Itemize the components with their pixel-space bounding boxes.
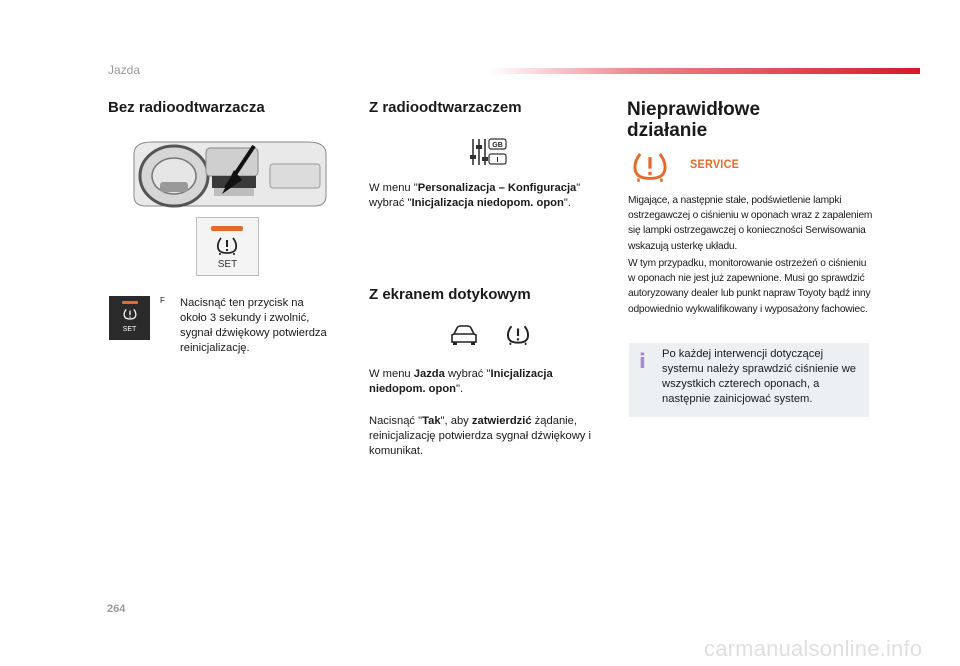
page-number: 264 (107, 603, 126, 615)
car-icon (450, 324, 478, 346)
heading-touchscreen: Z ekranem dotykowym (369, 286, 531, 303)
confirm-instruction: Nacisnąć "Tak", aby zatwierdzić żądanie, reinicjalizację potwierdza sygnał dźwiękowy i komunikat. (369, 415, 591, 457)
heading-without-radio: Bez radioodtwarzacza (108, 99, 265, 116)
dashboard-illustration (130, 136, 330, 220)
section-label: Jazda (108, 63, 141, 77)
set-button-panel (196, 217, 259, 276)
watermark: carmanualsonline.info (704, 636, 923, 661)
tire-pressure-warning-icon (216, 236, 238, 256)
set-button-thumbnail (109, 296, 150, 340)
set-small-label: SET (122, 326, 137, 333)
touchscreen-instruction: W menu Jazda wybrać "Inicjalizacja niedopom. opon". (369, 368, 553, 395)
service-warning-label: SERVICE (690, 157, 740, 171)
settings-sliders-icon (470, 137, 508, 167)
heading-with-radio: Z radioodtwarzaczem (369, 99, 522, 116)
bullet-marker: F (160, 296, 165, 305)
radio-instruction: W menu "Personalizacja – Konfiguracja" wybrać "Inicjalizacja niedopom. opon". (369, 182, 581, 209)
icon-badge-bottom: I (496, 157, 499, 164)
info-note-box (629, 343, 869, 417)
heading-malfunction-line1: Nieprawidłowe (627, 99, 761, 120)
set-small-indicator (122, 301, 138, 305)
set-panel-indicator (211, 226, 243, 232)
heading-malfunction (627, 99, 760, 141)
info-icon: i (639, 349, 646, 373)
tire-pressure-warning-small-icon (123, 308, 137, 321)
bullet-text: Nacisnąć ten przycisk na około 3 sekundy i zwolnić, sygnał dźwiękowy potwierdza reinicjalizację. (180, 297, 327, 354)
header-accent-bar (490, 68, 920, 74)
set-label: SET (217, 259, 238, 270)
malfunction-paragraph-1: Migające, a następnie stałe, podświetlenie lampki ostrzegawczej o ciśnieniu w oponach wraz z zapaleniem się lampki ostrzegawczej o konieczności Serwisowania wskazują usterkę układu. (628, 195, 873, 252)
heading-malfunction-line2: działanie (627, 120, 708, 141)
tire-pressure-orange-icon (632, 150, 668, 184)
tire-pressure-touch-icon (506, 323, 530, 347)
info-note-text: Po każdej interwencji dotyczącej systemu należy sprawdzić ciśnienie we wszystkich czterech oponach, a następnie zainicjować system. (662, 348, 856, 405)
malfunction-paragraph-2: W tym przypadku, monitorowanie ostrzeżeń o ciśnieniu w oponach nie jest już zapewnione. Musi go sprawdzić autoryzowany dealer lub punkt napraw Toyoty bądź inny odpowiednio wykwalifikowany i wyposażony fachowiec. (628, 258, 871, 315)
icon-badge-top: GB (492, 142, 503, 149)
